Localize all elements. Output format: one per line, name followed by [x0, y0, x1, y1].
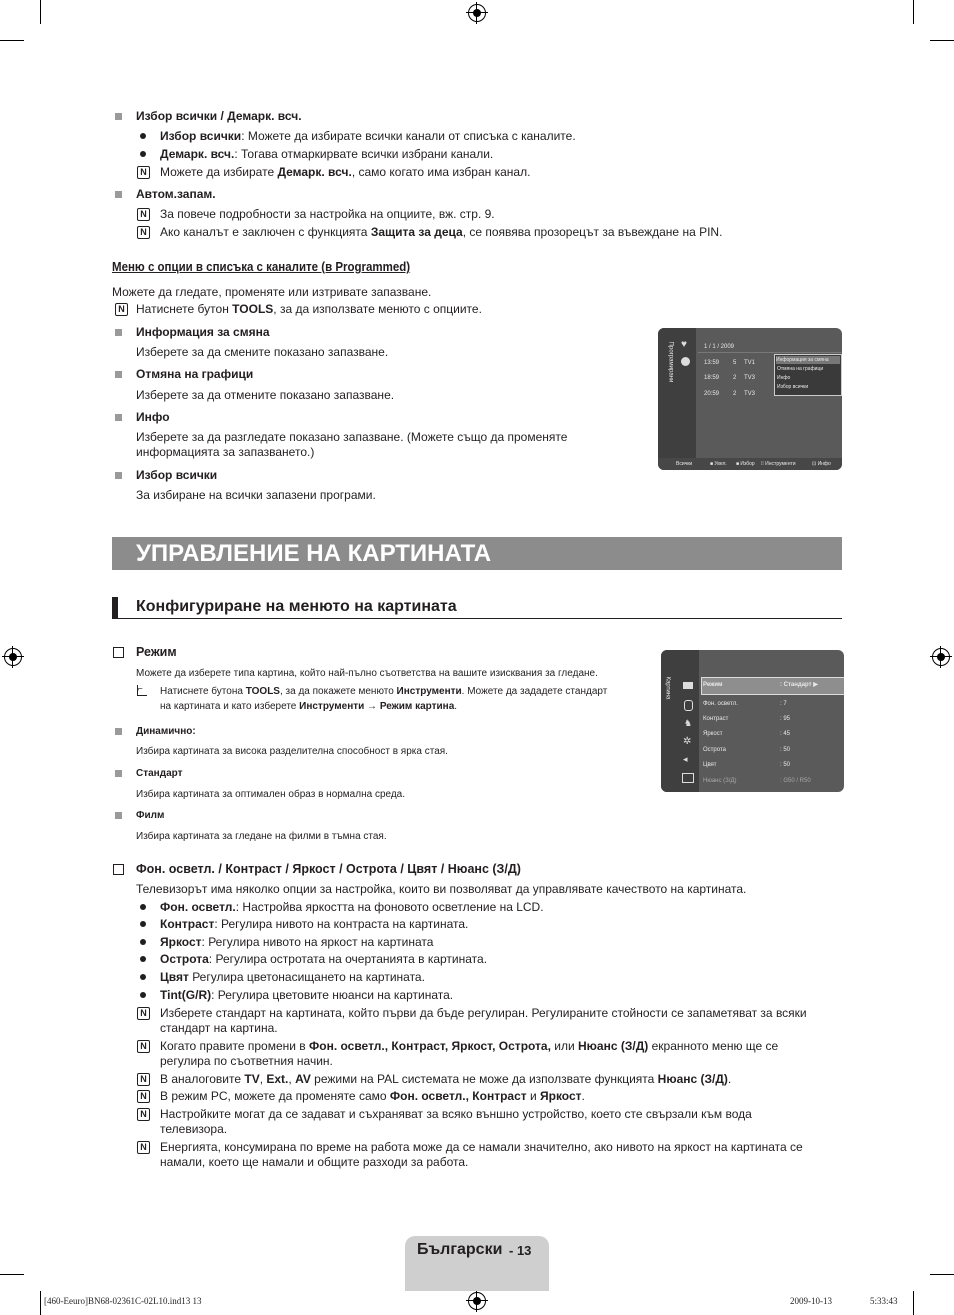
chapter-title: УПРАВЛЕНИЕ НА КАРТИНАТА	[136, 540, 492, 567]
bullet-icon	[140, 939, 146, 945]
square-bullet-icon	[115, 329, 122, 336]
page-number-tab	[405, 1236, 549, 1291]
screen-divider	[698, 352, 842, 353]
menu-value: : 50	[780, 747, 791, 753]
bullet-text: Фон. осветл.: Настройва яркостта на фоновото осветление на LCD.	[160, 900, 544, 914]
item-desc: Изберете за да смените показано запазване.	[136, 345, 389, 359]
tools-popup	[774, 354, 842, 396]
note-text: В аналоговите TV, Ext., AV режими на PAL системата не може да използвате функцията Нюанс (З/Д).	[160, 1072, 732, 1086]
note-text: на картината и като изберете Инструменти → Режим картина.	[160, 701, 458, 712]
prog-num: 5	[733, 360, 737, 366]
note-text: Ако каналът е заключен с функцията Защита за деца, се появява прозорецът за въвеждане на PIN.	[160, 225, 723, 239]
note-icon: N	[137, 226, 150, 239]
tv-screen-programmed	[658, 328, 842, 470]
screen-sidebar	[658, 328, 696, 458]
crop-mark	[40, 1291, 41, 1315]
square-bullet-icon	[115, 812, 122, 819]
crop-mark	[40, 0, 41, 24]
item-heading: Избор всички	[136, 468, 218, 482]
bullet-text: Острота: Регулира остротата на очертанията в картината.	[160, 952, 488, 966]
note-text: За повече подробности за настройка на опциите, вж. стр. 9.	[160, 207, 495, 221]
crop-mark	[913, 1291, 914, 1315]
note-text: Настройките могат да се задават и съхраняват за всяко външно устройство, което сте свързали към вода	[160, 1107, 752, 1121]
screen-side-label: Картина	[664, 676, 671, 700]
tv-screen-picture	[661, 650, 844, 792]
item-heading: Фон. осветл. / Контраст / Яркост / Острота / Цвят / Нюанс (З/Д)	[136, 862, 521, 876]
note-icon: N	[137, 208, 150, 221]
print-date: 2009-10-13	[790, 1296, 832, 1306]
item-heading: Автом.запам.	[136, 187, 216, 201]
clock-icon	[681, 357, 690, 366]
setup-icon: ✲	[683, 736, 692, 747]
menu-value: : 95	[780, 716, 791, 722]
note-icon: N	[137, 1007, 150, 1020]
sound-icon	[684, 700, 693, 711]
note-text: В режим PC, можете да променяте само Фон. осветл., Контраст и Яркост.	[160, 1089, 585, 1103]
chapter-title-bar	[112, 537, 842, 570]
item-desc: информацията за запазването.)	[136, 445, 315, 459]
item-desc: Изберете за да отмените показано запазване.	[136, 388, 395, 402]
subsection-heading: Меню с опции в списъка с каналите (в Programmed)	[112, 260, 411, 274]
menu-label[interactable]: Яркост	[703, 731, 723, 737]
bullet-icon	[140, 974, 146, 980]
popup-item[interactable]: Инфо	[777, 375, 791, 381]
bullet-text: Яркост: Регулира нивото на яркост на картината	[160, 935, 434, 949]
bullet-text: Демарк. всч.: Тогава отмаркирвате всички избрани канали.	[160, 147, 494, 161]
note-text: Изберете стандарт на картината, който първи да бъде регулиран. Регулираните стойности се запаметяват за всяки	[160, 1006, 807, 1020]
menu-value: : 50	[780, 762, 791, 768]
bullet-icon	[140, 904, 146, 910]
note-text: Натиснете бутона TOOLS, за да покажете менюто Инструменти. Можете да зададете стандарт	[160, 686, 608, 697]
item-heading: Филм	[136, 810, 165, 821]
menu-label: Режим	[703, 682, 723, 688]
item-heading: Информация за смяна	[136, 325, 270, 339]
item-desc: За избиране на всички запазени програми.	[136, 488, 376, 502]
square-bullet-icon	[115, 113, 122, 120]
note-text: регулира по съответния начин.	[160, 1054, 333, 1068]
note-text: стандарт на картина.	[160, 1021, 278, 1035]
page-number: - 13	[509, 1243, 532, 1258]
intro-text: Можете да изберете типа картина, който най-пълно съответства на вашите изисквания за гледане.	[136, 668, 598, 679]
item-desc: Изберете за да разгледате показано запазване. (Можете също да променяте	[136, 430, 568, 444]
prog-num: 2	[733, 375, 737, 381]
square-bullet-icon	[115, 728, 122, 735]
bullet-icon	[140, 956, 146, 962]
item-heading: Режим	[136, 645, 177, 659]
registration-mark-icon	[468, 4, 486, 22]
bullet-text: Tint(G/R): Регулира цветовите нюанси на картината.	[160, 988, 454, 1002]
footer-item: ⁞⁞ Инструменти	[761, 461, 796, 467]
crop-mark	[0, 40, 24, 41]
footer-item: ■ Избор	[736, 461, 755, 467]
menu-value: : G50 / R50	[780, 778, 811, 784]
item-desc: Избира картината за гледане на филми в тъмна стая.	[136, 831, 387, 842]
screen-side-label: Програмирани	[667, 341, 674, 383]
note-icon: N	[115, 303, 128, 316]
note-icon: N	[137, 1073, 150, 1086]
bullet-icon	[140, 133, 146, 139]
item-heading: Стандарт	[136, 768, 183, 779]
bullet-text: Цвят Регулира цветонасищането на картината.	[160, 970, 425, 984]
prog-time: 13:59	[704, 360, 720, 366]
note-icon: N	[137, 1040, 150, 1053]
menu-value: : 45	[780, 731, 791, 737]
prog-channel: TV3	[744, 391, 756, 397]
item-heading: Избор всички / Демарк. всч.	[136, 109, 302, 123]
item-desc: Избира картината за висока разделителна способност в ярка стая.	[136, 746, 448, 757]
note-text: телевизора.	[160, 1122, 228, 1136]
print-file-info: [460-Eeuro]BN68-02361C-02L10.ind13 13	[44, 1296, 202, 1306]
section-marker	[112, 597, 118, 618]
channel-icon: ♞	[684, 718, 693, 728]
registration-mark-icon	[932, 648, 950, 666]
prog-channel: TV1	[744, 360, 756, 366]
crop-mark	[0, 1274, 24, 1275]
remote-note-icon: ⌐	[137, 685, 147, 696]
footer-item: Всички	[676, 461, 693, 467]
prog-num: 2	[733, 391, 737, 397]
menu-label[interactable]: Контраст	[703, 716, 729, 722]
crop-mark	[913, 0, 914, 24]
note-icon: N	[137, 1108, 150, 1121]
item-heading: Инфо	[136, 410, 170, 424]
note-text: Натиснете бутон TOOLS, за да използвате менюто с опциите.	[136, 302, 482, 316]
screen-footer	[658, 458, 842, 470]
section-subtitle: Конфигуриране на менюто на картината	[136, 598, 457, 615]
section-rule	[112, 618, 842, 619]
menu-value: : Стандарт ▶	[780, 682, 818, 688]
screen-sidebar	[661, 650, 699, 792]
checkbox-bullet-icon	[113, 864, 124, 875]
square-bullet-icon	[115, 414, 122, 421]
note-icon: N	[137, 1090, 150, 1103]
bullet-icon	[140, 992, 146, 998]
intro-text: Можете да гледате, променяте или изтривате запазване.	[112, 285, 432, 299]
picture-icon	[683, 682, 693, 689]
note-text: Можете да избирате Демарк. всч., само когато има избран канал.	[160, 165, 531, 179]
prog-time: 18:59	[704, 375, 720, 381]
square-bullet-icon	[115, 770, 122, 777]
prog-time: 20:59	[704, 391, 720, 397]
menu-label[interactable]: Острота	[703, 747, 726, 753]
registration-mark-icon	[468, 1292, 486, 1310]
prog-channel: TV3	[744, 375, 756, 381]
bullet-text: Избор всички: Можете да избирате всички канали от списъка с каналите.	[160, 129, 576, 143]
footer-item: ⊡ Инфо	[812, 461, 831, 467]
square-bullet-icon	[115, 191, 122, 198]
square-bullet-icon	[115, 472, 122, 479]
popup-item[interactable]: Избор всички	[777, 384, 809, 390]
popup-item[interactable]: Информация за смяна	[776, 356, 840, 364]
menu-label[interactable]: Фон. осветл.	[703, 701, 738, 707]
square-bullet-icon	[115, 371, 122, 378]
popup-item[interactable]: Отмяна на графици	[777, 366, 824, 372]
menu-value: : 7	[780, 701, 787, 707]
menu-label: Нюанс (З/Д)	[703, 778, 737, 784]
print-time: 5:33:43	[870, 1296, 898, 1306]
note-icon: N	[137, 1141, 150, 1154]
language-label: Български	[417, 1241, 503, 1258]
menu-label[interactable]: Цвят	[703, 762, 717, 768]
note-text: Когато правите промени в Фон. осветл., Контраст, Яркост, Острота, или Нюанс (З/Д) екранното меню ще се	[160, 1039, 779, 1053]
intro-text: Телевизорът има няколко опции за настройка, които ви позволяват да управлявате качеството на картината.	[136, 882, 747, 896]
crop-mark	[930, 40, 954, 41]
bullet-icon	[140, 921, 146, 927]
bullet-text: Контраст: Регулира нивото на контраста на картината.	[160, 917, 469, 931]
note-text: Енергията, консумирана по време на работа може да се намали значително, ако нивото на яркост на картината се	[160, 1140, 803, 1154]
screen-date: 1 / 1 / 2009	[704, 344, 735, 350]
support-icon	[682, 773, 694, 783]
item-heading: Динамично:	[136, 726, 196, 737]
note-icon: N	[137, 166, 150, 179]
input-icon: ◂	[683, 754, 688, 764]
registration-mark-icon	[4, 648, 22, 666]
crop-mark	[930, 1274, 954, 1275]
item-desc: Избира картината за оптимален образ в нормална среда.	[136, 789, 406, 800]
checkbox-bullet-icon	[113, 647, 124, 658]
footer-item: ■ Увел.	[710, 461, 727, 467]
heart-icon: ♥	[681, 339, 687, 350]
item-heading: Отмяна на графици	[136, 367, 254, 381]
note-text: намали, което ще намали и общите разходи за работа.	[160, 1155, 469, 1169]
bullet-icon	[140, 151, 146, 157]
